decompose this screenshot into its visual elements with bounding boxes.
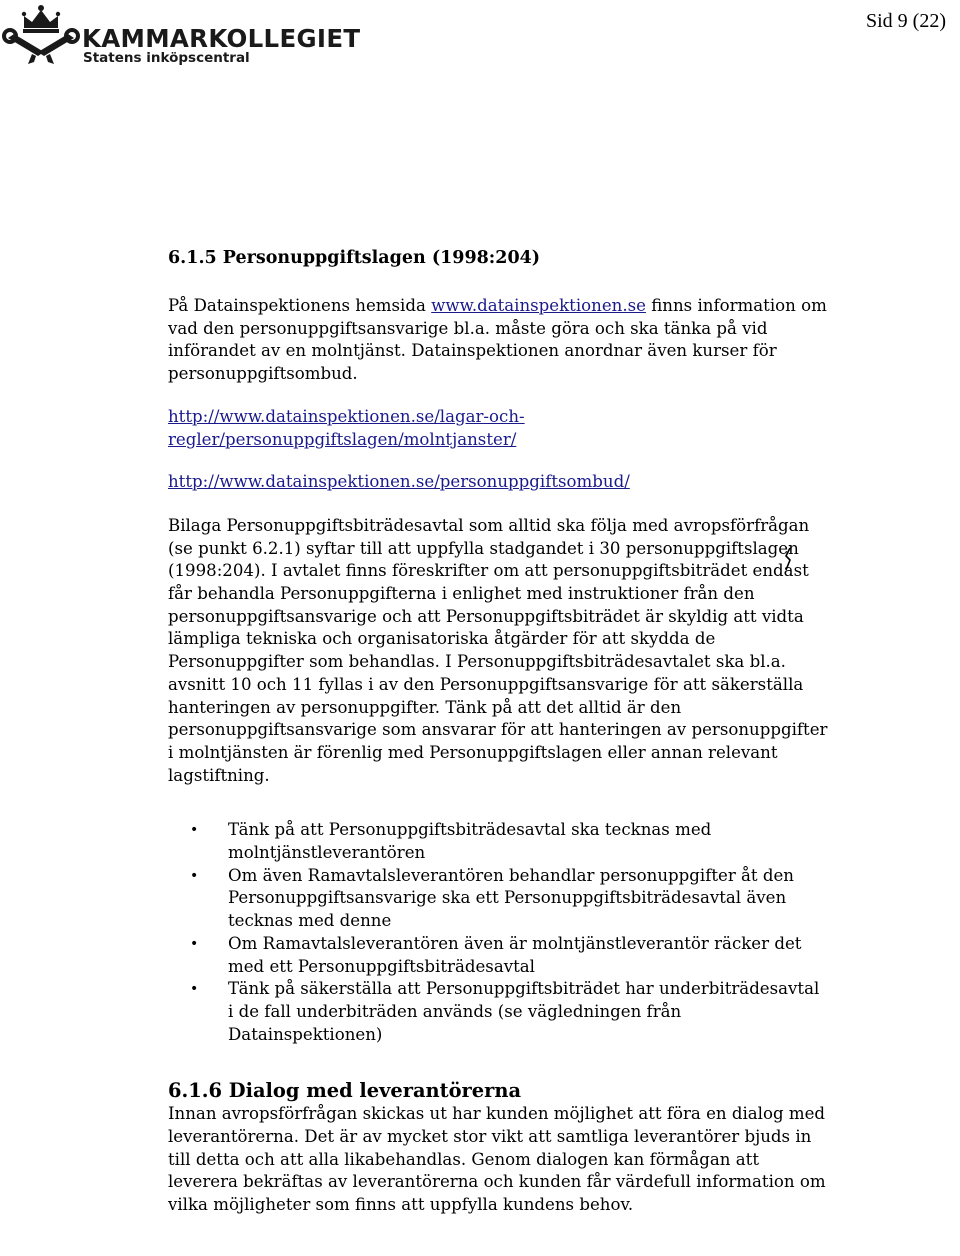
- list-item-text: Tänk på att Personuppgiftsbiträdesavtal ska tecknas med molntjänstleverantören: [228, 820, 712, 863]
- bullet-icon: •: [190, 867, 199, 884]
- section-heading-616: 6.1.6 Dialog med leverantörerna: [168, 1079, 522, 1103]
- section-heading-615: 6.1.5 Personuppgiftslagen (1998:204): [168, 248, 541, 268]
- molntjanster-link[interactable]: http://www.datainspektionen.se/lagar-och-regler/personuppgiftslagen/molntjanster/: [168, 406, 525, 449]
- section-616: [168, 1080, 828, 1216]
- list-item-text: Om även Ramavtalsleverantören behandlar personuppgifter åt den Personuppgiftsansvarige ska ett Personuppgiftsbiträdesavtal även tecknas med denne: [228, 865, 794, 931]
- list-item-text: Om Ramavtalsleverantören även är molntjänstleverantör räcker det med ett Personuppgiftsbiträdesavtal: [228, 933, 802, 976]
- list-item: [168, 819, 828, 864]
- intro-text-after: finns information om vad den personuppgiftsansvarige bl.a. måste göra och ska tänka på vid införandet av en molntjänst. Datainspektionen anordnar även kurser för personuppgiftsombud.: [168, 296, 827, 384]
- intro-text-before: På Datainspektionens hemsida: [168, 296, 432, 315]
- main-content: [168, 246, 828, 1217]
- kammarkollegiet-logo: [2, 2, 361, 68]
- page-number: Sid 9 (22): [866, 10, 946, 32]
- brand-name: KAMMARKOLLEGIET: [82, 24, 361, 53]
- datainspektionen-link[interactable]: www.datainspektionen.se: [431, 296, 646, 315]
- section-mark-icon: [783, 546, 793, 572]
- intro-paragraph: [168, 295, 828, 386]
- list-item: [168, 978, 828, 1046]
- bullet-icon: •: [190, 935, 199, 952]
- list-item-text: Tänk på säkerställa att Personuppgiftsbiträdet har underbiträdesavtal i de fall underbiträden används (se vägledningen från Datainspektionen): [228, 979, 820, 1044]
- brand-subtitle: Statens inköpscentral: [83, 50, 250, 66]
- bullet-icon: •: [190, 822, 199, 839]
- list-item: [168, 933, 828, 978]
- list-item: [168, 865, 828, 933]
- link-list: [168, 406, 828, 494]
- crown-emblem-icon: [2, 2, 80, 68]
- personuppgiftsombud-link[interactable]: http://www.datainspektionen.se/personuppgiftsombud/: [168, 472, 630, 492]
- bullet-list: [168, 819, 828, 1046]
- bullet-icon: •: [190, 981, 199, 998]
- body-paragraph: Bilaga Personuppgiftsbiträdesavtal som alltid ska följa med avropsförfrågan (se punkt 6.2.1) syftar till att uppfylla stadgandet i 30 personuppgiftslagen (1998:204). I avtalet finns föreskrifter om att personuppgiftsbiträdet endast får behandla Personuppgifterna i enlighet med instruktioner från den personuppgiftsansvarige och att Personuppgiftsbiträdet är skyldig att vidta lämpliga tekniska och organisatoriska åtgärder för att skydda de Personuppgifter som behandlas. I Personuppgiftsbiträdesavtalet ska bl.a. avsnitt 10 och 11 fyllas i av den Personuppgiftsansvarige för att säkerställa hanteringen av personuppgifter. Tänk på att det alltid är den personuppgiftsansvarige som ansvarar för att hanteringen av personuppgifter i molntjänsten är förenlig med Personuppgiftslagen eller annan relevant lagstiftning.: [168, 515, 828, 785]
- dialog-paragraph: Innan avropsförfrågan skickas ut har kunden möjlighet att föra en dialog med leverantörerna. Det är av mycket stor vikt att samtliga leverantörer bjuds in till detta och att alla likabehandlas. Genom dialogen kan förmågan att leverera bekräftas av leverantörerna och kunden får värdefull information om vilka möjligheter som finns att uppfylla kundens behov.: [168, 1104, 826, 1214]
